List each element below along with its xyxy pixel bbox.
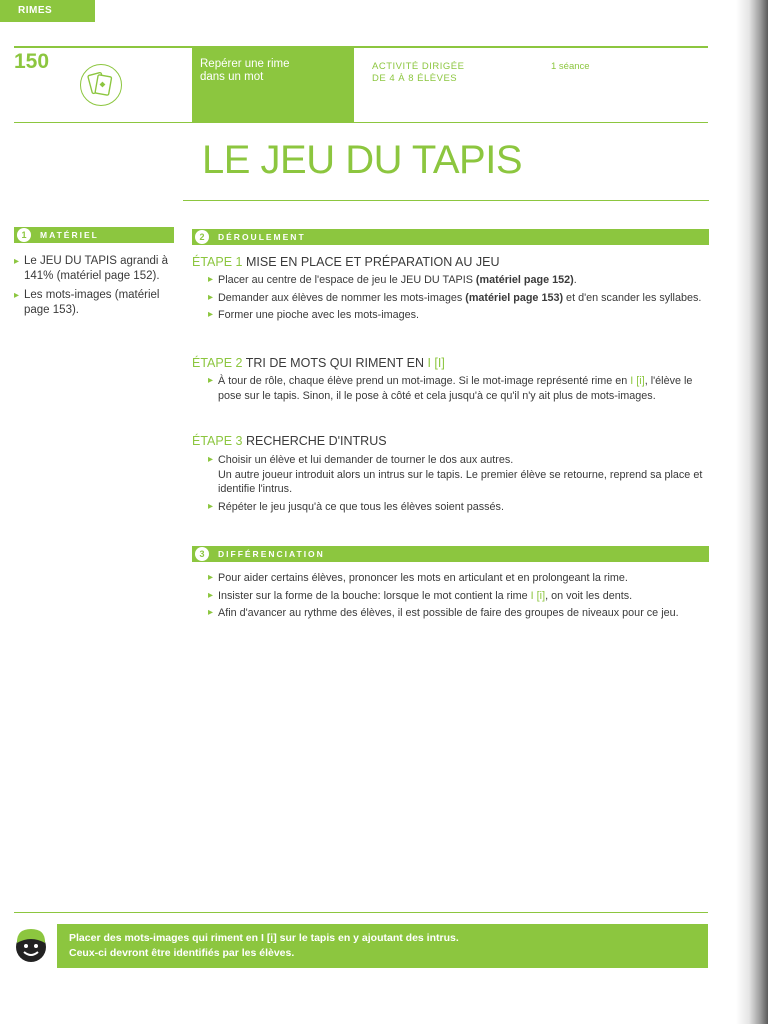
- section-tab: RIMES: [0, 0, 95, 22]
- step-heading: [192, 434, 387, 448]
- objective-box: [192, 48, 354, 122]
- list-item: ▸ Les mots-images (matériel page 153).: [14, 288, 174, 318]
- step-title: TRI DE MOTS QUI RIMENT EN: [245, 356, 424, 370]
- footer-note: [57, 924, 708, 968]
- footer-line: Placer des mots-images qui riment en I [i] sur le tapis en y ajoutant des intrus.: [69, 932, 459, 944]
- list-item: ▸ Placer au centre de l'espace de jeu le JEU DU TAPIS (matériel page 152).: [208, 273, 708, 288]
- book-spine-shadow: [736, 0, 768, 1024]
- rime-label: I [I]: [427, 356, 445, 370]
- section-label: DIFFÉRENCIATION: [218, 549, 325, 559]
- step-title: RECHERCHE D'INTRUS: [245, 434, 387, 448]
- step-list: [208, 374, 708, 406]
- header-bottom-rule: [14, 122, 708, 123]
- page-title: LE JEU DU TAPIS: [202, 138, 522, 182]
- section-header-materiel: [14, 227, 174, 243]
- objective-line: dans un mot: [200, 71, 264, 83]
- section-number: 2: [195, 230, 209, 244]
- objective-line: Repérer une rime: [200, 58, 290, 70]
- list-item: ▸ À tour de rôle, chaque élève prend un mot-image. Si le mot-image représenté rime en I [i], l'élève le pose sur le tapis. Sinon, il le pose à côté et cela jusqu'à ce qu'il n'y ait plus de mots-images.: [208, 374, 708, 403]
- list-item: ▸ Pour aider certains élèves, prononcer les mots en articulant et en prolongeant la rime.: [208, 571, 708, 586]
- step-list: [208, 453, 708, 517]
- activity-type: [372, 61, 464, 85]
- footer-rule: [14, 912, 708, 913]
- materiel-list: [14, 254, 174, 322]
- step-list: [208, 273, 708, 326]
- smiley-icon: [14, 925, 48, 963]
- title-rule: [183, 200, 709, 201]
- section-label: MATÉRIEL: [40, 230, 99, 240]
- list-item: ▸ Répéter le jeu jusqu'à ce que tous les élèves soient passés.: [208, 500, 708, 515]
- header-top-rule: [14, 46, 708, 48]
- step-label: ÉTAPE 2: [192, 356, 243, 370]
- step-label: ÉTAPE 3: [192, 434, 243, 448]
- page-number: 150: [14, 50, 50, 73]
- section-number: 1: [17, 228, 31, 242]
- step-label: ÉTAPE 1: [192, 255, 243, 269]
- step-title: MISE EN PLACE ET PRÉPARATION AU JEU: [245, 255, 500, 269]
- step-heading: [192, 356, 445, 370]
- activity-line: ACTIVITÉ DIRIGÉE: [372, 61, 465, 72]
- step-heading: [192, 255, 500, 269]
- session-count: 1 séance: [551, 61, 590, 72]
- list-item: ▸ Afin d'avancer au rythme des élèves, il est possible de faire des groupes de niveaux pour ce jeu.: [208, 606, 708, 621]
- footer-line: Ceux-ci devront être identifiés par les élèves.: [69, 947, 295, 959]
- section-header-deroulement: [192, 229, 709, 245]
- section-header-differenciation: [192, 546, 709, 562]
- differenciation-list: [208, 571, 708, 624]
- list-item: ▸ Insister sur la forme de la bouche: lorsque le mot contient la rime I [i], on voit les dents.: [208, 589, 708, 604]
- activity-line: DE 4 À 8 ÉLÈVES: [372, 73, 458, 84]
- section-label: DÉROULEMENT: [218, 232, 306, 242]
- cards-icon: [80, 64, 122, 106]
- section-number: 3: [195, 547, 209, 561]
- list-item: ▸ Demander aux élèves de nommer les mots-images (matériel page 153) et d'en scander les syllabes.: [208, 291, 708, 306]
- list-item: ▸ Choisir un élève et lui demander de tourner le dos aux autres. Un autre joueur introduit alors un intrus sur le tapis. Le premier élève se retourne, reprend sa place et identifie l'intrus.: [208, 453, 708, 497]
- list-item: ▸ Le JEU DU TAPIS agrandi à 141% (matériel page 152).: [14, 254, 174, 284]
- list-item: ▸ Former une pioche avec les mots-images.: [208, 308, 708, 323]
